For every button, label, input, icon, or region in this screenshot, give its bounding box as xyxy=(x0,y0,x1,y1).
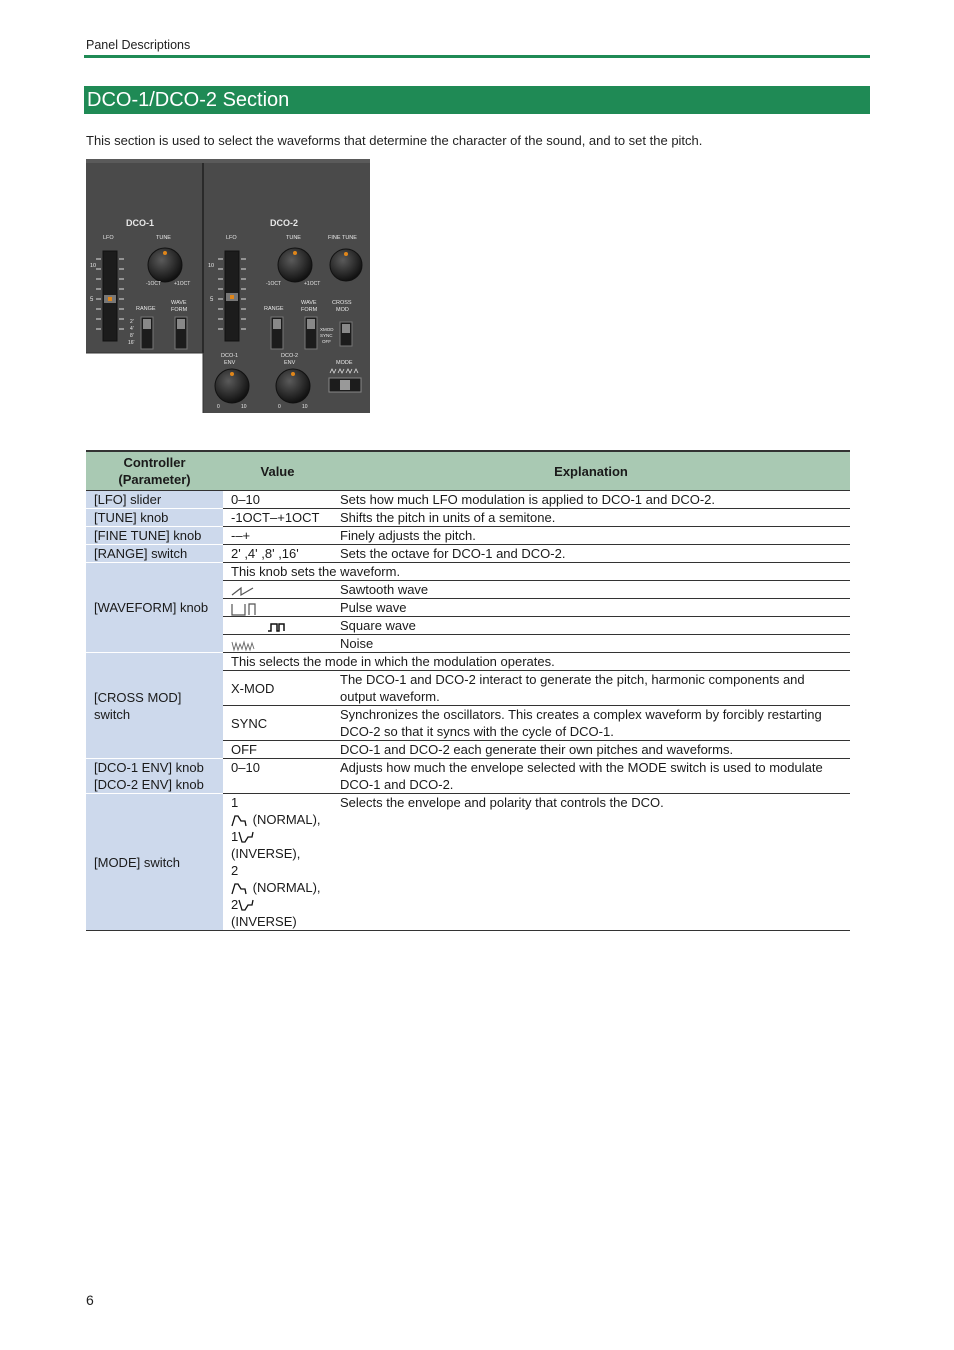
intro-paragraph: This section is used to select the waveforms that determine the character of the sound, and to set the pitch. xyxy=(86,133,703,148)
envelope-normal-icon xyxy=(231,882,249,895)
dco2-mod-label: MOD xyxy=(336,307,349,313)
dco1-tune-knob[interactable] xyxy=(148,248,182,282)
spec-table xyxy=(86,450,850,931)
dco2-env-min: 0 xyxy=(278,404,281,410)
table-row xyxy=(86,759,850,794)
table-row xyxy=(86,545,850,563)
dco2-tune-min: -1OCT xyxy=(266,281,281,287)
dco2-cross-xmod: XMOD xyxy=(320,327,334,332)
explanation-range: Sets the octave for DCO-1 and DCO-2. xyxy=(332,545,850,563)
dco2-tune-knob[interactable] xyxy=(278,248,312,282)
table-header-row xyxy=(86,451,850,491)
waveform-sawtooth-explanation: Sawtooth wave xyxy=(332,581,850,599)
dco1-lfo-slider[interactable] xyxy=(103,251,117,341)
dco2-env-label-a: DCO-2 xyxy=(281,353,299,359)
param-cross-mod-line2: switch xyxy=(94,706,131,722)
mode-value-line4: 2 xyxy=(231,863,239,878)
dco2-fine-tune-label: FINE TUNE xyxy=(328,235,357,241)
mode-value-line3: 1 (INVERSE), xyxy=(231,829,301,861)
dco2-wave-label: WAVE xyxy=(301,300,317,306)
table-row xyxy=(86,794,850,931)
dco2-waveform-switch[interactable] xyxy=(305,317,317,349)
noise-wave-icon xyxy=(231,638,257,652)
dco1-tune-label: TUNE xyxy=(156,235,171,241)
envelope-normal-icon xyxy=(231,814,249,827)
cross-mod-xmod-value: X-MOD xyxy=(223,671,332,706)
dco1-scale-10: 10 xyxy=(90,263,97,269)
mode-value-line2: (NORMAL), xyxy=(231,811,324,828)
section-title: DCO-1/DCO-2 Section xyxy=(84,86,870,114)
value-lfo: 0–10 xyxy=(223,491,332,509)
explanation-env: Adjusts how much the envelope selected with the MODE switch is used to modulate DCO-1 and DCO-2. xyxy=(332,759,850,794)
value-env: 0–10 xyxy=(223,759,332,794)
table-row xyxy=(86,491,850,509)
waveform-sawtooth-value xyxy=(223,581,332,599)
cross-mod-xmod-explanation: The DCO-1 and DCO-2 interact to generate the pitch, harmonic components and output waveform. xyxy=(332,671,850,706)
waveform-noise-explanation: Noise xyxy=(332,635,850,653)
cross-mod-sync-value: SYNC xyxy=(223,706,332,741)
cross-mod-intro: This selects the mode in which the modulation operates. xyxy=(223,653,850,671)
dco1-env-label-a: DCO-1 xyxy=(221,353,239,359)
value-tune: -1OCT–+1OCT xyxy=(223,509,332,527)
explanation-fine-tune: Finely adjusts the pitch. xyxy=(332,527,850,545)
dco1-range-label: RANGE xyxy=(136,306,156,312)
dco2-cross-sync: SYNC xyxy=(320,333,333,338)
mode-value-line1: 1 xyxy=(231,795,239,810)
param-env-line1: [DCO-1 ENV] knob xyxy=(94,760,204,775)
waveform-pulse-value xyxy=(223,599,332,617)
dco1-tune-min: -1OCT xyxy=(146,281,161,287)
dco1-env-label-b: ENV xyxy=(224,360,236,366)
dco2-cross-off: OFF xyxy=(322,339,331,344)
dco2-env-label-b: ENV xyxy=(284,360,296,366)
square-wave-icon xyxy=(231,620,323,634)
dco1-scale-5: 5 xyxy=(90,297,94,303)
param-env-line2: [DCO-2 ENV] knob xyxy=(94,777,204,792)
sawtooth-wave-icon xyxy=(231,584,255,598)
param-lfo: [LFO] slider xyxy=(86,491,223,509)
value-fine-tune: -–+ xyxy=(223,527,332,545)
dco1-env-knob[interactable] xyxy=(215,369,249,403)
param-tune: [TUNE] knob xyxy=(86,509,223,527)
mode-value-line5: (NORMAL), xyxy=(231,879,324,896)
dco1-title: DCO-1 xyxy=(126,218,155,228)
waveform-square-explanation: Square wave xyxy=(332,617,850,635)
dco2-tune-label: TUNE xyxy=(286,235,301,241)
param-fine-tune: [FINE TUNE] knob xyxy=(86,527,223,545)
dco-panel-image xyxy=(86,159,370,413)
header-value: Value xyxy=(223,451,332,491)
dco1-env-max: 10 xyxy=(241,404,247,410)
envelope-inverse-icon xyxy=(238,831,256,844)
dco2-lfo-slider[interactable] xyxy=(225,251,239,341)
dco1-lfo-label: LFO xyxy=(103,235,114,241)
explanation-tune: Shifts the pitch in units of a semitone. xyxy=(332,509,850,527)
dco2-form-label: FORM xyxy=(301,307,318,313)
dco1-form-label: FORM xyxy=(171,307,188,313)
dco2-env-max: 10 xyxy=(302,404,308,410)
dco1-range-8: 8' xyxy=(130,333,134,339)
mode-value-line6: 2 (INVERSE) xyxy=(231,897,297,929)
waveform-noise-value xyxy=(223,635,332,653)
table-row xyxy=(86,653,850,671)
table-row xyxy=(86,527,850,545)
header-rule xyxy=(84,55,870,58)
cross-mod-off-explanation: DCO-1 and DCO-2 each generate their own pitches and waveforms. xyxy=(332,741,850,759)
header-controller: Controller (Parameter) xyxy=(86,451,223,491)
dco2-fine-tune-knob[interactable] xyxy=(330,249,362,281)
mode-switch[interactable] xyxy=(329,378,361,392)
dco2-cross-label: CROSS xyxy=(332,300,352,306)
waveform-square-value xyxy=(223,617,332,635)
explanation-lfo: Sets how much LFO modulation is applied to DCO-1 and DCO-2. xyxy=(332,491,850,509)
dco2-title: DCO-2 xyxy=(270,218,299,228)
param-waveform: [WAVEFORM] knob xyxy=(86,563,223,653)
dco2-range-switch[interactable] xyxy=(271,317,283,349)
dco1-range-2: 2' xyxy=(130,319,134,325)
cross-mod-off-value: OFF xyxy=(223,741,332,759)
explanation-mode: Selects the envelope and polarity that controls the DCO. xyxy=(332,794,850,931)
dco2-scale-10: 10 xyxy=(208,263,215,269)
waveform-pulse-explanation: Pulse wave xyxy=(332,599,850,617)
dco2-range-label: RANGE xyxy=(264,306,284,312)
cross-mod-sync-explanation: Synchronizes the oscillators. This creates a complex waveform by forcibly restarting DCO-2 so that it syncs with the cycle of DCO-1. xyxy=(332,706,850,741)
waveform-intro: This knob sets the waveform. xyxy=(223,563,850,581)
dco1-wave-label: WAVE xyxy=(171,300,187,306)
dco1-waveform-switch[interactable] xyxy=(175,317,187,349)
dco1-tune-max: +1OCT xyxy=(174,281,191,287)
dco1-range-16: 16' xyxy=(128,340,135,346)
pulse-wave-icon xyxy=(231,602,257,616)
envelope-inverse-icon xyxy=(238,899,256,912)
running-header: Panel Descriptions xyxy=(86,38,191,52)
param-env xyxy=(86,759,223,794)
param-cross-mod xyxy=(86,653,223,759)
dco1-range-switch[interactable] xyxy=(141,317,153,349)
param-mode: [MODE] switch xyxy=(86,794,223,931)
dco2-tune-max: +1OCT xyxy=(304,281,321,287)
dco2-lfo-label: LFO xyxy=(226,235,237,241)
table-row xyxy=(86,563,850,581)
param-cross-mod-line1: [CROSS MOD] xyxy=(94,689,182,705)
dco1-range-4: 4' xyxy=(130,326,134,332)
dco2-cross-mod-switch[interactable] xyxy=(340,322,352,346)
value-mode xyxy=(223,794,332,931)
dco2-scale-5: 5 xyxy=(210,297,214,303)
dco1-env-min: 0 xyxy=(217,404,220,410)
mode-label: MODE xyxy=(336,360,353,366)
param-range: [RANGE] switch xyxy=(86,545,223,563)
header-explanation: Explanation xyxy=(332,451,850,491)
table-row xyxy=(86,509,850,527)
page-number: 6 xyxy=(86,1292,94,1308)
dco2-env-knob[interactable] xyxy=(276,369,310,403)
value-range: 2' ,4' ,8' ,16' xyxy=(223,545,332,563)
